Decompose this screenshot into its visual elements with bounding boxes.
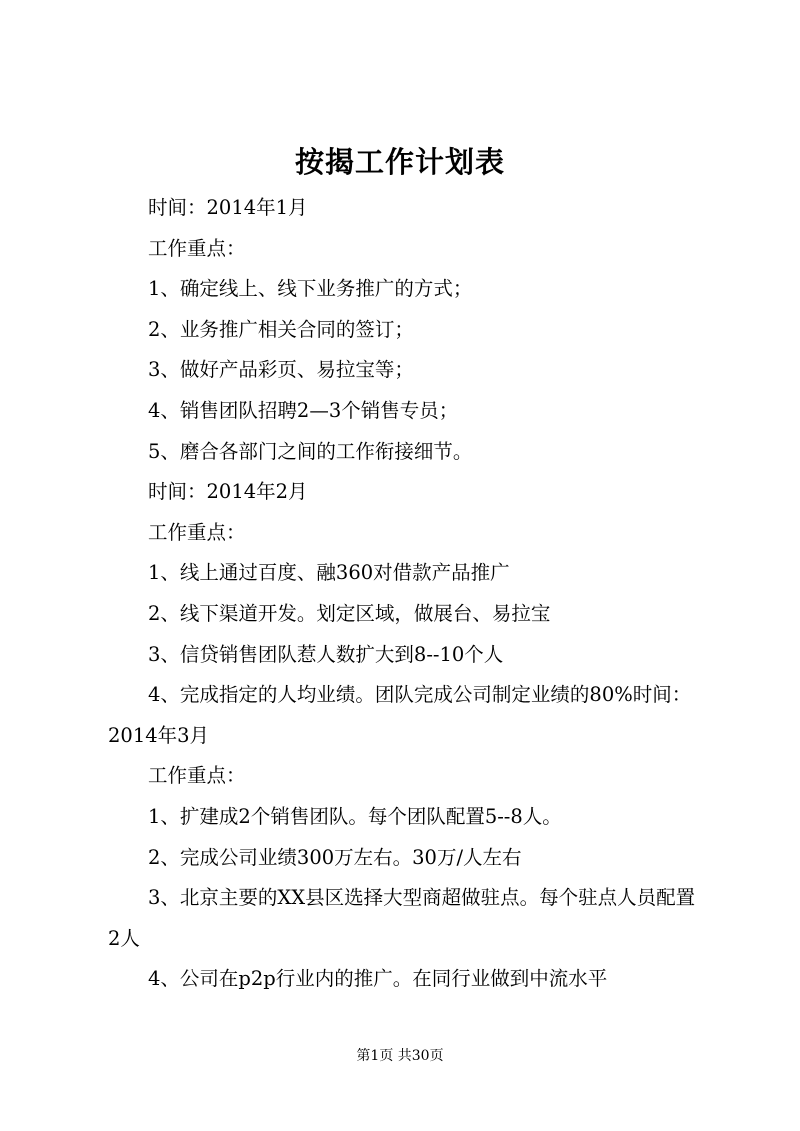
- paragraph: 1、线上通过百度、融360对借款产品推广: [148, 561, 510, 585]
- paragraph: 1、扩建成2个销售团队。每个团队配置5--8人。: [148, 804, 562, 828]
- paragraph: 3、做好产品彩页、易拉宝等；: [148, 358, 414, 382]
- paragraph: 工作重点：: [148, 520, 246, 544]
- paragraph: 2、完成公司业绩300万左右。30万/人左右: [148, 845, 522, 869]
- paragraph: 4、完成指定的人均业绩。团队完成公司制定业绩的80%时间：2014年3月: [108, 683, 692, 747]
- paragraph: 3、信贷销售团队惹人数扩大到8--10个人: [148, 642, 504, 666]
- page-footer: 第1页 共30页: [356, 1048, 444, 1064]
- paragraph: 工作重点：: [148, 764, 246, 788]
- paragraph: 2、业务推广相关合同的签订；: [148, 317, 414, 341]
- document-body: [108, 188, 702, 1000]
- document-title: 按揭工作计划表: [294, 145, 505, 179]
- paragraph: 时间：2014年2月: [148, 480, 308, 504]
- paragraph: 4、公司在p2p行业内的推广。在同行业做到中流水平: [148, 967, 608, 991]
- paragraph: 4、销售团队招聘2—3个销售专员；: [148, 398, 459, 422]
- paragraph: 工作重点：: [148, 236, 246, 260]
- paragraph: 时间：2014年1月: [148, 196, 308, 219]
- paragraph: 2、线下渠道开发。划定区域，做展台、易拉宝: [148, 601, 551, 625]
- paragraph: 5、磨合各部门之间的工作衔接细节。: [148, 439, 473, 463]
- paragraph: 1、确定线上、线下业务推广的方式；: [148, 277, 473, 301]
- paragraph: 3、北京主要的XX县区选择大型商超做驻点。每个驻点人员配置2人: [108, 886, 696, 950]
